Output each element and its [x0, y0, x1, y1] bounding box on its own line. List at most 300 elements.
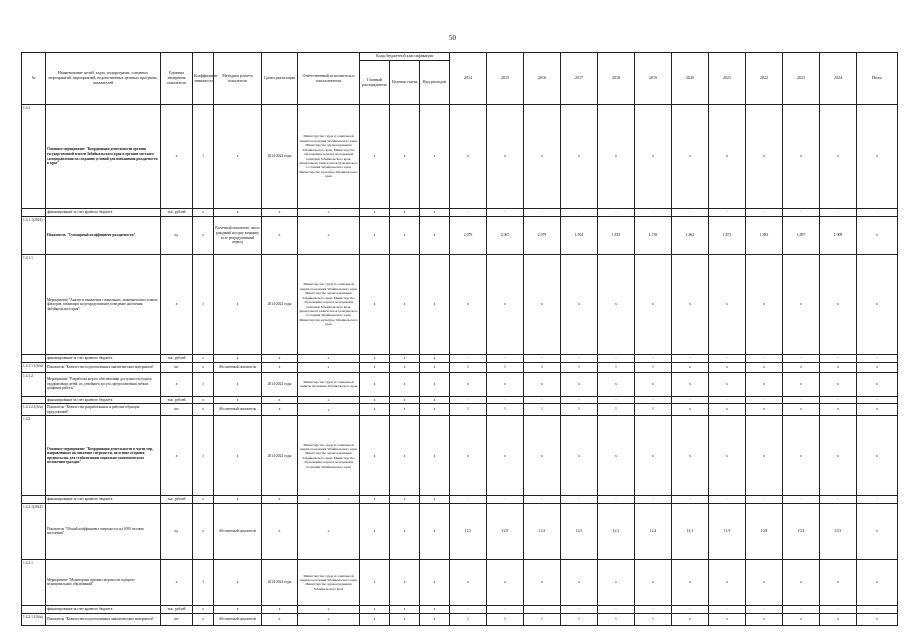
header-year: 2019 [635, 53, 672, 105]
row-value: 1 [561, 404, 598, 416]
row-value: х [709, 613, 746, 625]
row-code [22, 355, 46, 363]
row-value: 1 [487, 362, 524, 372]
header-responsible: Ответственный исполнитель и соисполнители [298, 53, 360, 105]
header-term: Сроки реализации [262, 53, 298, 105]
row-value: - [561, 355, 598, 363]
row-value: х [746, 255, 783, 355]
table-row [22, 255, 898, 355]
header-section: Целевая статья [390, 61, 420, 105]
row-value: х [857, 217, 898, 255]
row-value: х [709, 559, 746, 605]
row-value: х [450, 255, 487, 355]
row-coef: 1 [193, 105, 214, 209]
row-value: - [783, 355, 820, 363]
row-value: х [561, 416, 598, 496]
row-value: 12,4 [635, 503, 672, 559]
row-unit: х [161, 559, 193, 605]
row-value: х [672, 362, 709, 372]
table-row [22, 404, 898, 416]
row-responsible: х [298, 217, 360, 255]
row-value: - [487, 396, 524, 404]
row-unit: тыс. рублей [161, 496, 193, 504]
row-method: х [214, 605, 262, 613]
row-value: х [857, 613, 898, 625]
row-name: финансирование за счет краевого бюджета [46, 396, 161, 404]
row-value: х [857, 503, 898, 559]
header-year: 2015 [487, 53, 524, 105]
row-value: х [709, 362, 746, 372]
row-value: - [820, 355, 857, 363]
row-term: 2014-2024 годы [262, 372, 298, 396]
row-value: х [709, 255, 746, 355]
row-value: - [524, 496, 561, 504]
row-term: х [262, 605, 298, 613]
row-value: 1 [450, 404, 487, 416]
row-name: Мероприятие "Анализ и выявление социальных, экономических и иных факторов, влияющих на репродуктивное поведение населения Забайкальского края" [46, 255, 161, 355]
row-coef: х [193, 605, 214, 613]
row-value: х [857, 372, 898, 396]
row-term: х [262, 496, 298, 504]
row-code [22, 605, 46, 613]
row-value: 1 [450, 362, 487, 372]
row-term: х [262, 503, 298, 559]
row-value: х [598, 416, 635, 496]
row-value: х [561, 255, 598, 355]
row-grbs: х [360, 255, 390, 355]
row-responsible: Министерство труда и социальной защиты населения Забайкальского края, Министерство здравоохранения Забайкальского края, Министерство образования, науки и молодежной политики Забайкальского края, Департамент записи актов гражданского состояния Забайкальского края, Министерство культуры Забайкальского края [298, 255, 360, 355]
row-grbs: х [360, 362, 390, 372]
table-row [22, 396, 898, 404]
row-expense: х [420, 209, 450, 217]
header-name: Наименование целей, задач, подпрограмм, основных мероприятий, мероприятий, ведомственных целевых программ, показателей [46, 53, 161, 105]
table-row [22, 362, 898, 372]
header-year: 2024 [820, 53, 857, 105]
row-value: х [783, 255, 820, 355]
table-row [22, 355, 898, 363]
row-value: 12,9 [487, 503, 524, 559]
row-value: х [672, 404, 709, 416]
row-value: х [450, 559, 487, 605]
row-value: 1 [524, 404, 561, 416]
row-expense: х [420, 396, 450, 404]
row-term: х [262, 362, 298, 372]
table-row [22, 496, 898, 504]
row-value: х [820, 255, 857, 355]
row-section: х [390, 105, 420, 209]
row-value: х [746, 362, 783, 372]
row-name: финансирование за счет краевого бюджета [46, 355, 161, 363]
row-value: - [524, 396, 561, 404]
row-value: х [598, 559, 635, 605]
row-value: х [635, 559, 672, 605]
row-section: х [390, 496, 420, 504]
row-grbs: х [360, 605, 390, 613]
row-unit: ед. [161, 217, 193, 255]
row-value: х [672, 105, 709, 209]
row-value: 12,1 [598, 503, 635, 559]
header-year: 2022 [746, 53, 783, 105]
row-value: 1,819 [598, 217, 635, 255]
row-responsible: Министерство труда и социальной защиты населения Забайкальского края, Министерство здравоохранения Забайкальского края, Министерство образования, науки и молодежной политики Забайкальского края [298, 416, 360, 496]
row-expense: х [420, 416, 450, 496]
row-value: х [487, 559, 524, 605]
row-responsible: х [298, 613, 360, 625]
row-value: х [487, 105, 524, 209]
row-code: 1.4.1.2.1(б/н) [22, 404, 46, 416]
row-value: х [746, 416, 783, 496]
row-value: - [635, 496, 672, 504]
row-value: - [857, 496, 898, 504]
row-value: х [709, 372, 746, 396]
row-grbs: х [360, 404, 390, 416]
row-code: 1.4.2 [22, 416, 46, 496]
row-value: х [857, 404, 898, 416]
row-value: - [820, 209, 857, 217]
row-expense: х [420, 613, 450, 625]
row-value: - [820, 605, 857, 613]
row-value: 1 [598, 362, 635, 372]
row-value: х [820, 416, 857, 496]
row-code [22, 496, 46, 504]
row-value: х [857, 255, 898, 355]
row-method: х [214, 416, 262, 496]
row-responsible: х [298, 209, 360, 217]
row-unit: шт [161, 404, 193, 416]
row-code [22, 396, 46, 404]
row-section: х [390, 217, 420, 255]
row-name: Мероприятие "Разработка мер по обеспечению доступности отдыха, оздоровления детей, их семейного досуга, предоставления гибких графиков работы" [46, 372, 161, 396]
row-method: х [214, 559, 262, 605]
row-expense: х [420, 404, 450, 416]
row-coef: х [193, 404, 214, 416]
row-value: х [524, 105, 561, 209]
row-value: х [783, 404, 820, 416]
row-value: 1 [561, 362, 598, 372]
row-value: х [857, 559, 898, 605]
row-value: х [746, 559, 783, 605]
row-expense: х [420, 372, 450, 396]
row-value: х [635, 255, 672, 355]
row-responsible: х [298, 404, 360, 416]
row-value: - [746, 496, 783, 504]
header-no: № [22, 53, 46, 105]
row-value: 1,883 [746, 217, 783, 255]
row-term: 2014-2024 годы [262, 559, 298, 605]
row-value: - [672, 209, 709, 217]
row-code: 1.4.1.1.1(б/н) [22, 362, 46, 372]
row-value: х [783, 416, 820, 496]
row-value: х [820, 105, 857, 209]
row-value: х [635, 416, 672, 496]
row-value: х [746, 372, 783, 396]
row-value: х [746, 105, 783, 209]
row-section: х [390, 255, 420, 355]
row-coef: х [193, 355, 214, 363]
row-term: х [262, 613, 298, 625]
row-value: 1,862 [672, 217, 709, 255]
row-value: - [857, 396, 898, 404]
row-value: х [672, 372, 709, 396]
row-grbs: х [360, 503, 390, 559]
row-value: 11,3 [672, 503, 709, 559]
row-value: - [635, 396, 672, 404]
row-section: х [390, 416, 420, 496]
row-value: х [672, 613, 709, 625]
row-section: х [390, 605, 420, 613]
row-value: - [487, 496, 524, 504]
row-name: Мероприятие "Мониторинг причин смертности в разрезе муниципальных образований" [46, 559, 161, 605]
row-value: - [857, 209, 898, 217]
row-coef: х [193, 209, 214, 217]
row-coef: х [193, 217, 214, 255]
row-term: х [262, 404, 298, 416]
row-unit: шт [161, 362, 193, 372]
row-value: 10,8 [746, 503, 783, 559]
row-unit: шт [161, 613, 193, 625]
row-value: х [487, 416, 524, 496]
row-value: - [561, 605, 598, 613]
row-value: - [783, 496, 820, 504]
row-coef: х [193, 362, 214, 372]
table-row [22, 416, 898, 496]
row-value: х [450, 105, 487, 209]
row-value: 1,897 [783, 217, 820, 255]
row-value: - [672, 605, 709, 613]
row-term: 2014-2024 годы [262, 416, 298, 496]
row-value: 12,3 [524, 503, 561, 559]
row-value: - [746, 355, 783, 363]
row-expense: х [420, 559, 450, 605]
row-unit: тыс. рублей [161, 396, 193, 404]
row-value: х [709, 404, 746, 416]
row-grbs: х [360, 613, 390, 625]
row-value: - [672, 496, 709, 504]
row-method: х [214, 105, 262, 209]
row-value: х [561, 372, 598, 396]
row-value: - [561, 396, 598, 404]
row-value: х [524, 416, 561, 496]
row-value: х [598, 372, 635, 396]
header-total: Итого [857, 53, 898, 105]
row-code: 1.4.2.1 [22, 559, 46, 605]
row-grbs: х [360, 496, 390, 504]
table-row [22, 605, 898, 613]
row-method: х [214, 255, 262, 355]
row-value: - [561, 209, 598, 217]
row-code: 1.4.2.1(2024) [22, 503, 46, 559]
row-unit: ед. [161, 503, 193, 559]
table-row [22, 217, 898, 255]
header-grbs: Главный распорядитель [360, 61, 390, 105]
row-value: х [450, 416, 487, 496]
row-coef: х [193, 613, 214, 625]
row-value: х [561, 559, 598, 605]
row-expense: х [420, 217, 450, 255]
row-value: х [746, 404, 783, 416]
row-value: 1 [524, 362, 561, 372]
row-value: 2,079 [524, 217, 561, 255]
row-name: Основное мероприятие "Координация деятельности в части мер, направленных на снижение смертности, на основе создания предпосылок для стабилизации социально-экономического положения граждан" [46, 416, 161, 496]
row-value: 1,954 [561, 217, 598, 255]
row-value: - [450, 355, 487, 363]
row-coef: х [193, 503, 214, 559]
row-unit: х [161, 416, 193, 496]
row-coef: х [193, 496, 214, 504]
row-value: 1 [598, 404, 635, 416]
row-section: х [390, 355, 420, 363]
row-value: х [709, 105, 746, 209]
program-table [21, 52, 898, 626]
table-row [22, 372, 898, 396]
row-value: х [598, 105, 635, 209]
row-name: Показатель "Общий коэффициент смертности, на 1000 человек населения" [46, 503, 161, 559]
row-value: - [450, 396, 487, 404]
row-name: Показатель "Суммарный коэффициент рождаемости" [46, 217, 161, 255]
row-expense: х [420, 496, 450, 504]
row-section: х [390, 209, 420, 217]
row-value: х [709, 416, 746, 496]
row-value: х [672, 559, 709, 605]
row-unit: х [161, 105, 193, 209]
row-value: - [450, 209, 487, 217]
row-grbs: х [360, 372, 390, 396]
row-value: - [487, 355, 524, 363]
row-value: - [746, 605, 783, 613]
row-value: - [487, 209, 524, 217]
row-section: х [390, 503, 420, 559]
table-row [22, 209, 898, 217]
header-year: 2014 [450, 53, 487, 105]
row-section: х [390, 559, 420, 605]
row-value: - [598, 605, 635, 613]
row-value: - [450, 496, 487, 504]
row-code: 1.4.1.1 [22, 255, 46, 355]
row-value: 1 [524, 613, 561, 625]
row-section: х [390, 404, 420, 416]
row-expense: х [420, 605, 450, 613]
row-coef: х [193, 396, 214, 404]
row-value: 1,873 [709, 217, 746, 255]
row-value: х [635, 105, 672, 209]
header-year: 2016 [524, 53, 561, 105]
row-value: х [857, 416, 898, 496]
row-name: Показатель "Количество подготовленных аналитических материалов" [46, 613, 161, 625]
table-row [22, 613, 898, 625]
row-value: х [487, 255, 524, 355]
row-coef: 1 [193, 559, 214, 605]
row-term: х [262, 355, 298, 363]
header-coef: Коэффициент значимости [193, 53, 214, 105]
row-value: - [598, 209, 635, 217]
row-term: 2014-2024 годы [262, 105, 298, 209]
row-value: - [820, 396, 857, 404]
row-value: 11,9 [709, 503, 746, 559]
row-value: - [672, 355, 709, 363]
row-value: х [820, 613, 857, 625]
row-section: х [390, 372, 420, 396]
row-value: х [783, 559, 820, 605]
table-header [22, 53, 898, 105]
row-value: - [524, 605, 561, 613]
row-value: - [598, 396, 635, 404]
row-grbs: х [360, 559, 390, 605]
header-budget-codes: Коды бюджетной классификации [360, 53, 450, 61]
row-value: х [561, 105, 598, 209]
row-value: 12,5 [450, 503, 487, 559]
row-code: 1.4.1.1(2024) [22, 217, 46, 255]
row-name: финансирование за счет краевого бюджета [46, 605, 161, 613]
row-unit: тыс. рублей [161, 605, 193, 613]
row-code [22, 209, 46, 217]
row-term: х [262, 209, 298, 217]
row-term: 2014-2024 годы [262, 255, 298, 355]
row-value: - [598, 496, 635, 504]
row-grbs: х [360, 355, 390, 363]
row-name: Показатель "Количество подготовленных аналитических материалов" [46, 362, 161, 372]
row-value: х [783, 105, 820, 209]
row-value: - [561, 496, 598, 504]
header-year: 2020 [672, 53, 709, 105]
row-responsible: х [298, 496, 360, 504]
row-name: Основное мероприятие "Координация деятельности органов государственной власти Забайкальского края и органов местного самоуправления по созданию условий для повышения рождаемости в крае" [46, 105, 161, 209]
row-value: 1 [635, 613, 672, 625]
row-value: х [820, 372, 857, 396]
row-responsible: х [298, 503, 360, 559]
row-responsible: х [298, 396, 360, 404]
row-method: Абсолютный показатель [214, 613, 262, 625]
row-value: - [635, 605, 672, 613]
row-name: финансирование за счет краевого бюджета [46, 496, 161, 504]
row-value: х [598, 255, 635, 355]
table-row [22, 105, 898, 209]
row-value: х [783, 613, 820, 625]
row-value: х [635, 372, 672, 396]
row-method: Абсолютный показатель [214, 404, 262, 416]
row-value: - [635, 209, 672, 217]
row-value: х [857, 362, 898, 372]
row-expense: х [420, 105, 450, 209]
row-value: х [820, 559, 857, 605]
row-unit: тыс. рублей [161, 209, 193, 217]
row-value: - [709, 496, 746, 504]
row-code: 1.4.1.2 [22, 372, 46, 396]
table-row [22, 503, 898, 559]
row-grbs: х [360, 416, 390, 496]
row-value: 1,908 [820, 217, 857, 255]
row-responsible: х [298, 362, 360, 372]
row-method: х [214, 372, 262, 396]
row-value: х [524, 372, 561, 396]
row-method: Расчетный показатель: число рождений на одну женщину за ее репродуктивный период [214, 217, 262, 255]
row-responsible: Министерство труда и социальной защиты населения Забайкальского края, Министерство здравоохранения Забайкальского края [298, 559, 360, 605]
row-coef: 1 [193, 372, 214, 396]
row-value: х [487, 372, 524, 396]
row-name: финансирование за счет краевого бюджета [46, 209, 161, 217]
row-unit: тыс. рублей [161, 355, 193, 363]
row-expense: х [420, 255, 450, 355]
header-year: 2023 [783, 53, 820, 105]
row-responsible: Министерство труда и социальной защиты населения Забайкальского края, Министерство здравоохранения Забайкальского края, Министерство образования, науки и молодежной политики Забайкальского края, Департамент записи актов гражданского состояния Забайкальского края, Министерство культуры Забайкальского края [298, 105, 360, 209]
page-number: 50 [449, 34, 456, 42]
row-code: 1.4.2.1.1(б/н) [22, 613, 46, 625]
row-value: 1 [487, 613, 524, 625]
row-code: 1.4.1 [22, 105, 46, 209]
row-value: х [524, 559, 561, 605]
row-section: х [390, 613, 420, 625]
row-value: - [524, 209, 561, 217]
row-value: 2,079 [450, 217, 487, 255]
